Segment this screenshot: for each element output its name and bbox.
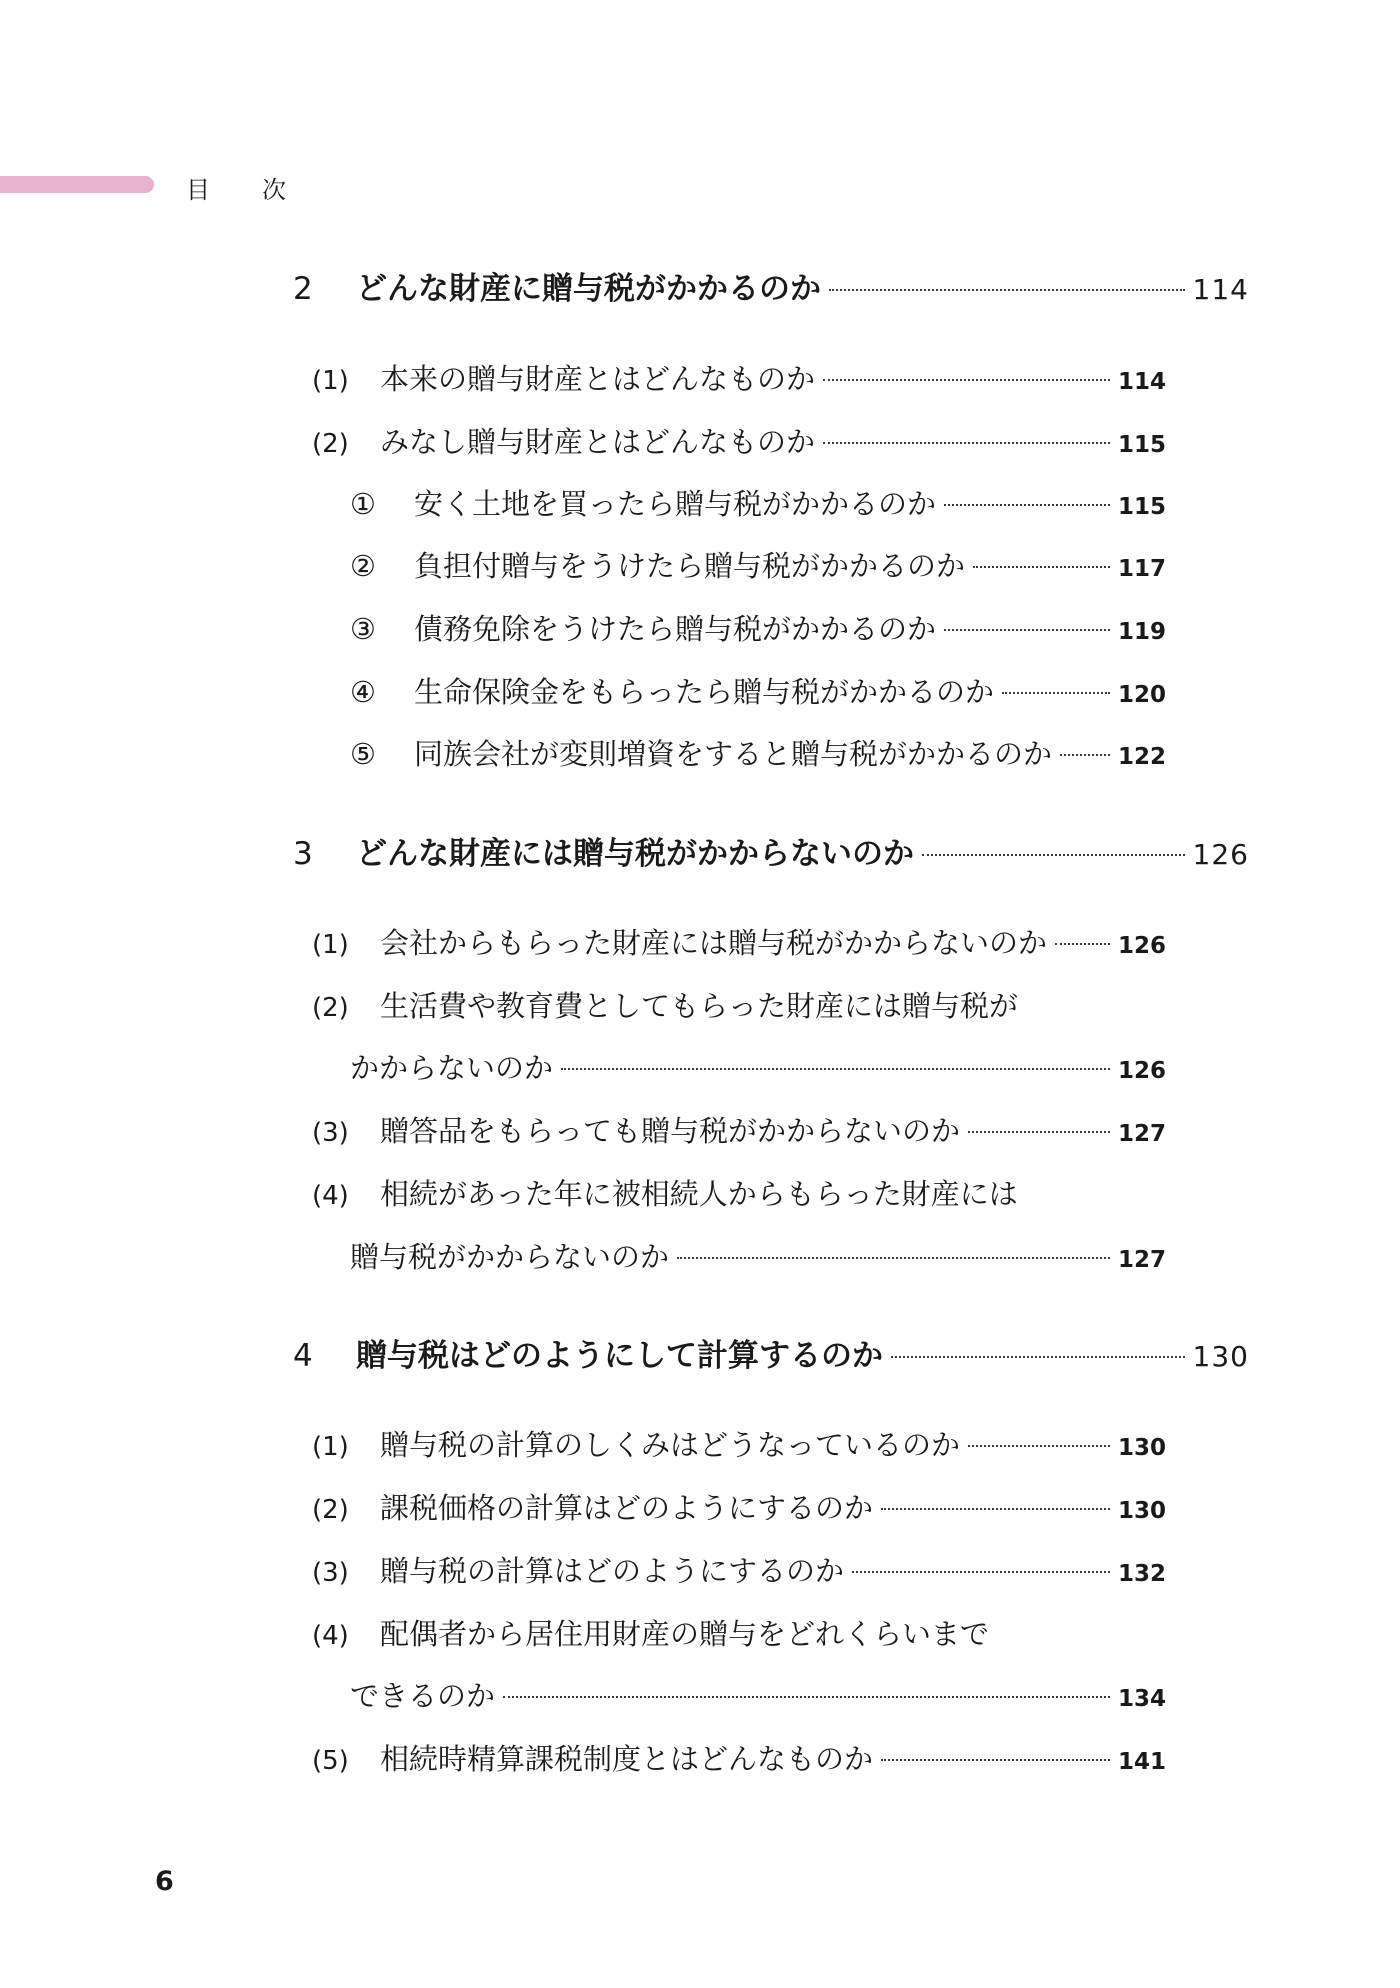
item-title: みなし贈与財産とはどんなものか <box>380 425 816 459</box>
dot-leader <box>973 566 1110 568</box>
toc-item[interactable] <box>312 1423 1166 1464</box>
item-title: 贈与税の計算はどのようにするのか <box>380 1554 845 1588</box>
chapter-title: 贈与税はどのようにして計算するのか <box>356 1338 883 1374</box>
item-title: 安く土地を買ったら贈与税がかかるのか <box>414 487 937 521</box>
dot-leader <box>968 1131 1110 1133</box>
page-ref: 126 <box>1117 933 1166 959</box>
toc-item[interactable] <box>312 357 1166 398</box>
toc-item[interactable] <box>312 1172 1166 1213</box>
page-ref: 127 <box>1117 1121 1166 1147</box>
dot-leader <box>852 1571 1110 1573</box>
running-header: 目次 <box>186 176 338 204</box>
dot-leader <box>891 1356 1185 1358</box>
toc-item[interactable] <box>312 1109 1166 1150</box>
chapter-title: どんな財産には贈与税がかからないのか <box>356 836 914 872</box>
item-mark: (1) <box>312 366 349 396</box>
item-title: 相続があった年に被相続人からもらった財産には <box>380 1177 1018 1211</box>
item-title: 贈与税がかからないのか <box>350 1240 670 1274</box>
item-mark: (4) <box>312 1621 349 1651</box>
dot-leader <box>881 1508 1110 1510</box>
toc-item[interactable] <box>312 1612 1166 1653</box>
item-title: かからないのか <box>350 1051 554 1085</box>
toc-item[interactable] <box>350 607 1166 648</box>
item-mark: (3) <box>312 1118 349 1148</box>
dot-leader <box>561 1068 1110 1070</box>
item-mark: (5) <box>312 1746 349 1776</box>
page-ref: 134 <box>1117 1686 1166 1712</box>
page-ref: 132 <box>1117 1561 1166 1587</box>
page-ref: 127 <box>1117 1247 1166 1273</box>
toc-item-continuation[interactable] <box>350 1235 1166 1276</box>
dot-leader <box>1060 754 1110 756</box>
page-ref: 122 <box>1117 744 1166 770</box>
item-mark: (3) <box>312 1558 349 1588</box>
dot-leader <box>881 1759 1110 1761</box>
item-title: 債務免除をうけたら贈与税がかかるのか <box>414 612 937 646</box>
chapter-number: 4 <box>293 1338 313 1374</box>
item-title: 課税価格の計算はどのようにするのか <box>380 1491 874 1525</box>
item-mark: ⑤ <box>350 737 376 771</box>
toc-item[interactable] <box>312 921 1166 962</box>
item-title: 本来の贈与財産とはどんなものか <box>380 362 816 396</box>
dot-leader <box>677 1257 1110 1259</box>
page-ref: 119 <box>1117 619 1166 645</box>
item-mark: ④ <box>350 675 376 709</box>
toc-item-continuation[interactable] <box>350 1674 1166 1715</box>
page-ref: 120 <box>1117 682 1166 708</box>
header-accent-bar <box>0 176 154 193</box>
item-mark: ① <box>350 487 376 521</box>
item-mark: (4) <box>312 1181 349 1211</box>
toc-item[interactable] <box>312 984 1166 1025</box>
page-number: 6 <box>155 1866 174 1897</box>
item-title: 相続時精算課税制度とはどんなものか <box>380 1742 874 1776</box>
toc-item[interactable] <box>312 420 1166 461</box>
page-ref: 126 <box>1192 838 1249 871</box>
page-ref: 115 <box>1117 494 1166 520</box>
item-title: 贈答品をもらっても贈与税がかからないのか <box>380 1114 961 1148</box>
dot-leader <box>922 854 1185 856</box>
item-title: 会社からもらった財産には贈与税がかからないのか <box>380 926 1048 960</box>
dot-leader <box>1002 692 1110 694</box>
item-mark: (2) <box>312 993 349 1023</box>
dot-leader <box>944 504 1110 506</box>
toc-item-continuation[interactable] <box>350 1046 1166 1087</box>
page-ref: 130 <box>1192 1340 1249 1373</box>
dot-leader <box>823 379 1110 381</box>
item-mark: ② <box>350 549 376 583</box>
toc-item[interactable] <box>350 670 1166 711</box>
item-mark: (1) <box>312 1432 349 1462</box>
toc-item[interactable] <box>350 732 1166 773</box>
chapter-title: どんな財産に贈与税がかかるのか <box>356 271 821 307</box>
toc-item[interactable] <box>350 544 1166 585</box>
chapter-number: 3 <box>293 836 313 872</box>
page-ref: 141 <box>1117 1749 1166 1775</box>
page-ref: 130 <box>1117 1498 1166 1524</box>
toc-item[interactable] <box>312 1549 1166 1590</box>
page-ref: 126 <box>1117 1058 1166 1084</box>
item-title: 負担付贈与をうけたら贈与税がかかるのか <box>414 549 966 583</box>
dot-leader <box>944 629 1110 631</box>
chapter-number: 2 <box>293 271 313 307</box>
page-ref: 117 <box>1117 556 1166 582</box>
page-ref: 114 <box>1192 273 1249 306</box>
dot-leader <box>968 1445 1110 1447</box>
item-mark: (2) <box>312 429 349 459</box>
toc-item[interactable] <box>312 1486 1166 1527</box>
item-title: 配偶者から居住用財産の贈与をどれくらいまで <box>380 1617 990 1651</box>
item-title: 同族会社が変則増資をすると贈与税がかかるのか <box>414 737 1053 771</box>
dot-leader <box>823 442 1110 444</box>
item-mark: (2) <box>312 1495 349 1525</box>
toc-chapter-3[interactable] <box>293 828 1249 873</box>
item-title: できるのか <box>350 1679 496 1713</box>
toc-chapter-4[interactable] <box>293 1330 1249 1375</box>
toc-item[interactable] <box>312 1737 1166 1778</box>
item-title: 生命保険金をもらったら贈与税がかかるのか <box>414 675 995 709</box>
item-title: 生活費や教育費としてもらった財産には贈与税が <box>380 989 1019 1023</box>
page-ref: 130 <box>1117 1435 1166 1461</box>
item-title: 贈与税の計算のしくみはどうなっているのか <box>380 1428 961 1462</box>
dot-leader <box>1055 943 1110 945</box>
dot-leader <box>503 1696 1110 1698</box>
toc-item[interactable] <box>350 482 1166 523</box>
dot-leader <box>829 289 1185 291</box>
page-ref: 115 <box>1117 432 1166 458</box>
item-mark: ③ <box>350 612 376 646</box>
toc-chapter-2[interactable] <box>293 263 1249 308</box>
page-ref: 114 <box>1117 369 1166 395</box>
item-mark: (1) <box>312 930 349 960</box>
